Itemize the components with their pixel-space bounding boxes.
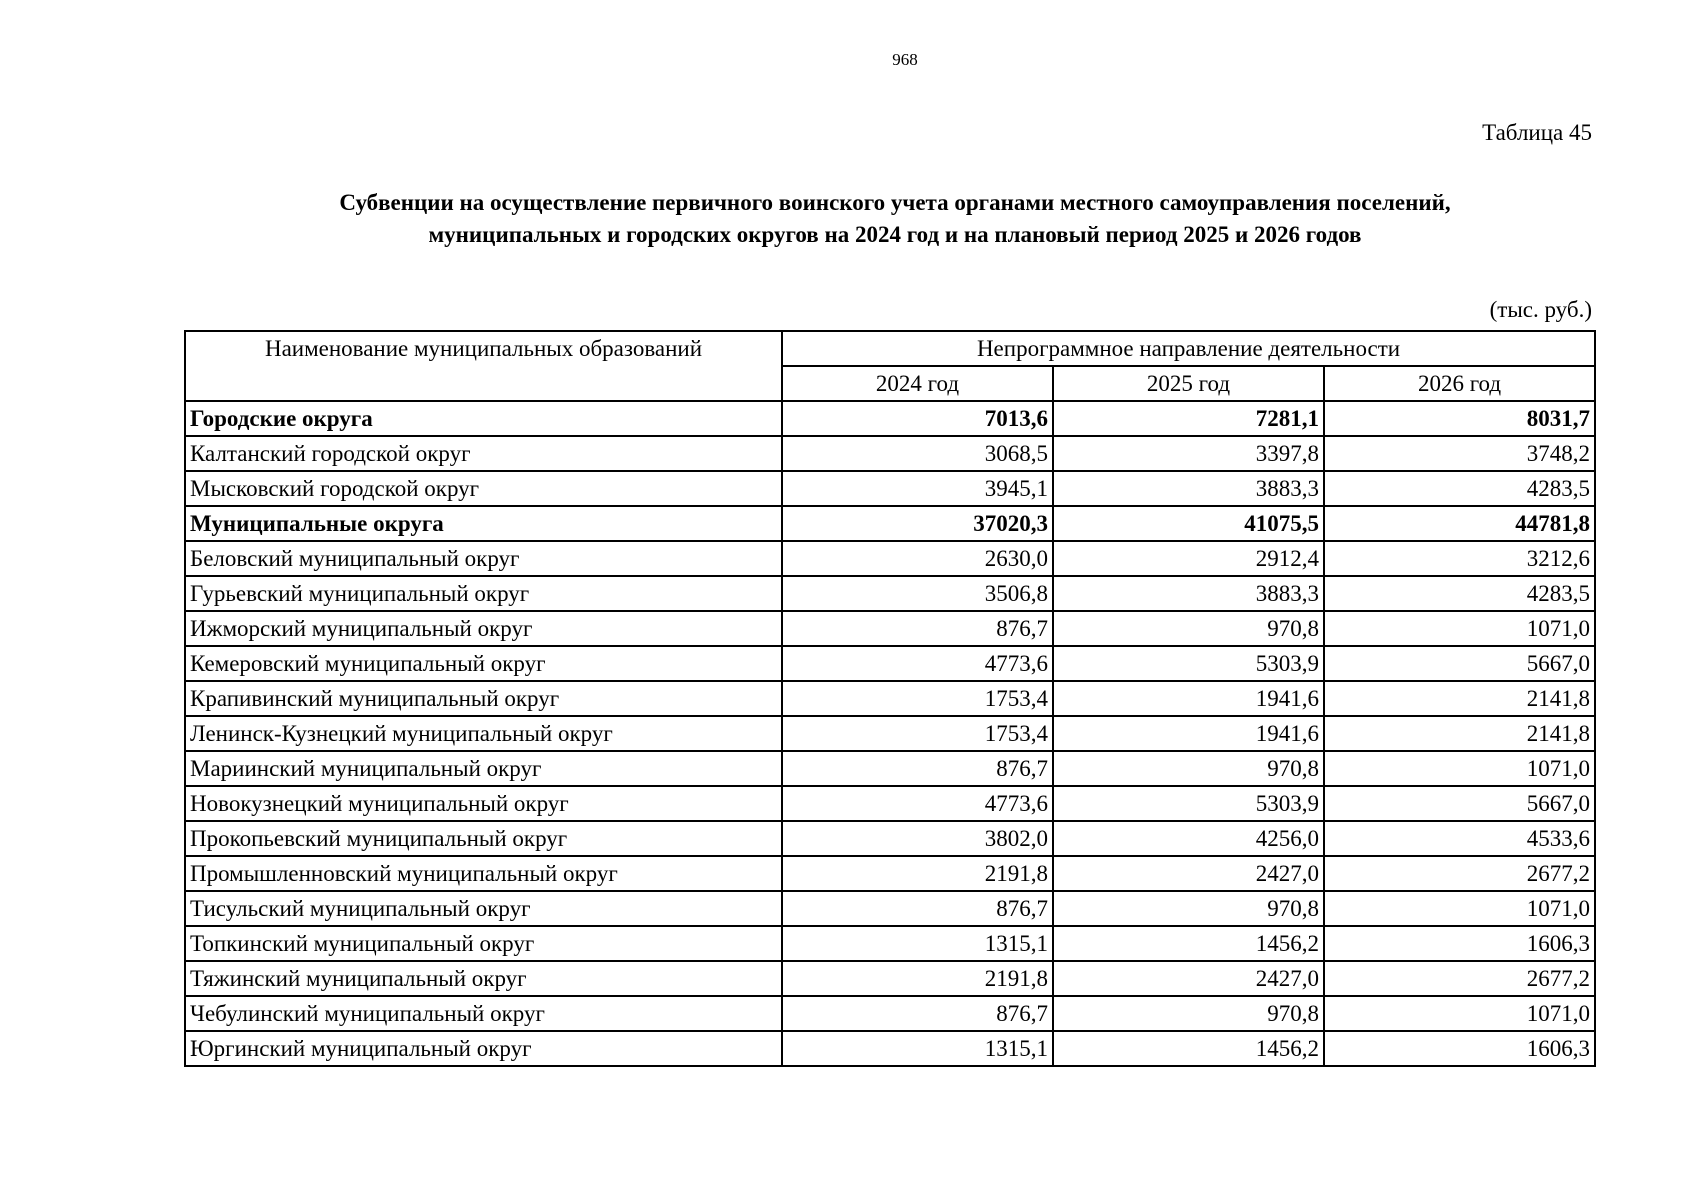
row-value-2026: 2141,8 xyxy=(1324,681,1595,716)
row-value-2024: 876,7 xyxy=(782,891,1053,926)
table-row xyxy=(185,926,1595,961)
row-value-2024: 1753,4 xyxy=(782,681,1053,716)
row-value-2024: 3068,5 xyxy=(782,436,1053,471)
table-group-row xyxy=(185,506,1595,541)
table-row xyxy=(185,646,1595,681)
row-name-cell: Гурьевский муниципальный округ xyxy=(185,576,782,611)
row-value-2025: 970,8 xyxy=(1053,611,1324,646)
page-number: 968 xyxy=(892,50,918,69)
row-name-cell: Топкинский муниципальный округ xyxy=(185,926,782,961)
row-value-2025: 970,8 xyxy=(1053,891,1324,926)
row-value-2026: 1606,3 xyxy=(1324,926,1595,961)
header-year-2024: 2024 год xyxy=(782,366,1053,401)
row-name-cell: Чебулинский муниципальный округ xyxy=(185,996,782,1031)
row-value-2025: 5303,9 xyxy=(1053,786,1324,821)
table-row xyxy=(185,611,1595,646)
row-name-cell: Кемеровский муниципальный округ xyxy=(185,646,782,681)
row-name-cell: Юргинский муниципальный округ xyxy=(185,1031,782,1066)
row-value-2026: 2677,2 xyxy=(1324,961,1595,996)
table-row xyxy=(185,541,1595,576)
row-name-cell: Тяжинский муниципальный округ xyxy=(185,961,782,996)
row-name-cell: Калтанский городской округ xyxy=(185,436,782,471)
table-header xyxy=(185,331,1595,401)
table-row xyxy=(185,821,1595,856)
table-row xyxy=(185,996,1595,1031)
table-group-row xyxy=(185,401,1595,436)
row-name-cell: Муниципальные округа xyxy=(185,506,782,541)
header-year-2026: 2026 год xyxy=(1324,366,1595,401)
row-value-2025: 7281,1 xyxy=(1053,401,1324,436)
row-value-2024: 876,7 xyxy=(782,996,1053,1031)
header-group-column: Непрограммное направление деятельности xyxy=(782,331,1595,366)
row-value-2024: 2191,8 xyxy=(782,961,1053,996)
row-value-2025: 1941,6 xyxy=(1053,716,1324,751)
row-value-2026: 4533,6 xyxy=(1324,821,1595,856)
row-value-2024: 4773,6 xyxy=(782,646,1053,681)
row-value-2025: 3397,8 xyxy=(1053,436,1324,471)
row-name-cell: Мариинский муниципальный округ xyxy=(185,751,782,786)
document-title-line-2: муниципальных и городских округов на 2024 год и на плановый период 2025 и 2026 годов xyxy=(428,222,1362,247)
row-value-2025: 2427,0 xyxy=(1053,856,1324,891)
row-value-2026: 1606,3 xyxy=(1324,1031,1595,1066)
subventions-table xyxy=(184,330,1596,1067)
row-value-2024: 3802,0 xyxy=(782,821,1053,856)
table-row xyxy=(185,1031,1595,1066)
row-name-cell: Ижморский муниципальный округ xyxy=(185,611,782,646)
row-value-2024: 876,7 xyxy=(782,611,1053,646)
row-value-2025: 970,8 xyxy=(1053,751,1324,786)
row-value-2026: 5667,0 xyxy=(1324,786,1595,821)
header-row-1 xyxy=(185,331,1595,366)
row-value-2024: 1315,1 xyxy=(782,1031,1053,1066)
row-name-cell: Беловский муниципальный округ xyxy=(185,541,782,576)
row-value-2025: 5303,9 xyxy=(1053,646,1324,681)
row-value-2026: 1071,0 xyxy=(1324,891,1595,926)
header-name-column: Наименование муниципальных образований xyxy=(185,331,782,401)
row-value-2025: 1941,6 xyxy=(1053,681,1324,716)
table-row xyxy=(185,856,1595,891)
table-row xyxy=(185,751,1595,786)
row-value-2026: 1071,0 xyxy=(1324,996,1595,1031)
row-value-2026: 3748,2 xyxy=(1324,436,1595,471)
row-value-2024: 876,7 xyxy=(782,751,1053,786)
row-value-2026: 5667,0 xyxy=(1324,646,1595,681)
row-value-2026: 44781,8 xyxy=(1324,506,1595,541)
row-value-2026: 8031,7 xyxy=(1324,401,1595,436)
table-row xyxy=(185,681,1595,716)
row-value-2026: 2141,8 xyxy=(1324,716,1595,751)
row-value-2026: 3212,6 xyxy=(1324,541,1595,576)
row-value-2025: 970,8 xyxy=(1053,996,1324,1031)
row-value-2025: 1456,2 xyxy=(1053,1031,1324,1066)
row-name-cell: Прокопьевский муниципальный округ xyxy=(185,821,782,856)
row-value-2024: 3506,8 xyxy=(782,576,1053,611)
row-name-cell: Новокузнецкий муниципальный округ xyxy=(185,786,782,821)
row-value-2024: 2630,0 xyxy=(782,541,1053,576)
row-name-cell: Тисульский муниципальный округ xyxy=(185,891,782,926)
row-name-cell: Ленинск-Кузнецкий муниципальный округ xyxy=(185,716,782,751)
table-row xyxy=(185,786,1595,821)
table-row xyxy=(185,891,1595,926)
row-name-cell: Городские округа xyxy=(185,401,782,436)
table-row xyxy=(185,961,1595,996)
row-value-2025: 2427,0 xyxy=(1053,961,1324,996)
row-value-2025: 3883,3 xyxy=(1053,471,1324,506)
row-name-cell: Мысковский городской округ xyxy=(185,471,782,506)
header-year-2025: 2025 год xyxy=(1053,366,1324,401)
row-value-2026: 4283,5 xyxy=(1324,471,1595,506)
row-name-cell: Промышленновский муниципальный округ xyxy=(185,856,782,891)
row-value-2024: 7013,6 xyxy=(782,401,1053,436)
row-value-2025: 41075,5 xyxy=(1053,506,1324,541)
row-value-2026: 4283,5 xyxy=(1324,576,1595,611)
row-value-2026: 1071,0 xyxy=(1324,751,1595,786)
table-row xyxy=(185,471,1595,506)
row-value-2024: 4773,6 xyxy=(782,786,1053,821)
row-name-cell: Крапивинский муниципальный округ xyxy=(185,681,782,716)
table-row xyxy=(185,576,1595,611)
row-value-2024: 37020,3 xyxy=(782,506,1053,541)
row-value-2025: 3883,3 xyxy=(1053,576,1324,611)
table-row xyxy=(185,436,1595,471)
row-value-2024: 2191,8 xyxy=(782,856,1053,891)
units-label: (тыс. руб.) xyxy=(1489,297,1592,322)
document-title-line-1: Субвенции на осуществление первичного воинского учета органами местного самоуправления поселений, xyxy=(339,190,1451,215)
table-label: Таблица 45 xyxy=(1482,120,1592,145)
row-value-2024: 3945,1 xyxy=(782,471,1053,506)
row-value-2024: 1753,4 xyxy=(782,716,1053,751)
table-row xyxy=(185,716,1595,751)
table-body xyxy=(185,401,1595,1066)
row-value-2025: 2912,4 xyxy=(1053,541,1324,576)
row-value-2024: 1315,1 xyxy=(782,926,1053,961)
row-value-2025: 1456,2 xyxy=(1053,926,1324,961)
row-value-2026: 2677,2 xyxy=(1324,856,1595,891)
row-value-2026: 1071,0 xyxy=(1324,611,1595,646)
row-value-2025: 4256,0 xyxy=(1053,821,1324,856)
document-title xyxy=(180,187,1610,251)
